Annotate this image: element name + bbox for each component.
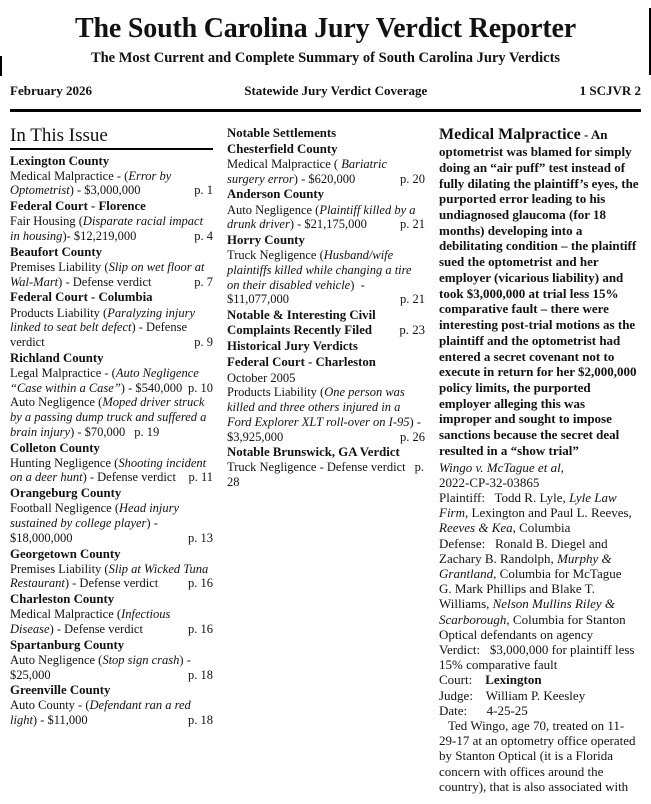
case-description-italic: One person was killed and three others injured in a Ford Explorer XLT roll-over on I-95 [227, 385, 410, 429]
toc-heading: In This Issue [10, 125, 213, 150]
entry-text: Columbia [515, 520, 571, 536]
toc-entry [10, 214, 213, 244]
entry-text: Products Liability ( [227, 385, 325, 400]
entry-text: ) - $3,925,000 [227, 414, 425, 444]
section-heading [227, 339, 425, 354]
entry-text: ) - $70,000 [70, 424, 126, 439]
page-ref: p. 21 [400, 292, 425, 307]
section-heading-text: Federal Court - Charleston [227, 355, 376, 370]
article-column [439, 125, 642, 794]
case-description-italic: Slip on wet floor at Wal-Mart [10, 259, 208, 289]
entry-text: , Columbia for McTague [493, 565, 622, 581]
section-heading [227, 126, 425, 141]
toc-entry [10, 306, 213, 350]
section-heading-text: Lexington County [10, 153, 110, 168]
section-heading-text: Greenville County [10, 683, 111, 698]
entry-text: ) - $21,175,000 [289, 217, 367, 232]
case-description-italic: Reeves & Kea, [439, 520, 516, 536]
toc-entry [227, 203, 425, 233]
page-ref: p. 7 [194, 274, 213, 289]
entry-text: Lexington and Paul L. Reeves, [468, 505, 636, 521]
case-description-italic: Slip at Wicked Tuna Restaurant [10, 561, 212, 591]
entry-text: ) - Defense verdict [82, 470, 176, 485]
case-description-italic: Bariatric surgery error [227, 156, 391, 186]
entry-text: ) - $25,000 [10, 652, 194, 682]
entry-text: Medical Malpractice - ( [10, 168, 129, 183]
page-ref: p. 18 [188, 713, 213, 728]
article-paragraph [439, 460, 639, 475]
section-heading-text: Georgetown County [10, 546, 121, 561]
entry-text: Premises Liability ( [10, 259, 109, 274]
article-lead-paragraph [439, 125, 642, 459]
toc-entry [227, 371, 425, 386]
entry-text: Court: [439, 672, 486, 688]
section-heading-text: Richland County [10, 350, 104, 365]
article-paragraph [439, 672, 639, 687]
case-description-italic: Moped driver struck by a passing dump truck and suffered a brain injury [10, 395, 210, 439]
page-ref: p. 18 [188, 667, 213, 682]
toc-entry [10, 562, 213, 592]
section-heading [10, 638, 213, 653]
toc-entries [10, 154, 213, 728]
article-paragraph [439, 688, 639, 703]
toc-entry [10, 501, 213, 545]
case-description-italic: Wingo v. McTague et al, [439, 459, 564, 475]
toc-entry [227, 385, 425, 444]
toc-entry [227, 460, 428, 490]
entry-text: - An optometrist was blamed for simply doing an “air puff” test instead of fully dilating the plaintiff’s eyes, the purported error leading to his undiagnosed glaucoma (for 18 months) developing into a debilitating condition – the plaintiff sued the optometrist and her employer (vicarious liability) and took $3,000,000 at trial less 15% comparative fault – there were interesting post-trial motions as the plaintiff and the optometrist had entered a secret covenant not to execute in return for her $2,000,000 policy limits, the purported employer alleging this was improper and sought to impose sanctions because the secret deal resulted in a “show trial” [439, 126, 642, 458]
case-description-italic: Plaintiff killed by a drunk driver [227, 202, 419, 232]
section-heading [227, 233, 425, 248]
page-ref: p. 16 [188, 621, 213, 636]
article-paragraph [439, 475, 639, 490]
page-ref: p. 4 [194, 229, 213, 244]
section-heading-text: Chesterfield County [227, 141, 338, 156]
section-heading [10, 683, 213, 698]
article-body [439, 125, 642, 794]
case-description-italic: Auto Negligence “Case within a Case” [10, 365, 202, 395]
section-heading-text: Beaufort County [10, 244, 103, 259]
case-description-italic: Infectious Disease [10, 607, 174, 636]
section-heading [10, 441, 213, 456]
case-description-italic: Error by Optometrist [10, 168, 175, 198]
case-description-italic: Defendant ran a red light [10, 698, 194, 728]
article-paragraph [439, 642, 639, 672]
section-heading [10, 199, 213, 214]
issue-date: February 2026 [10, 82, 92, 98]
section-heading-text: Notable Settlements [227, 125, 337, 140]
section-heading [10, 592, 213, 607]
newsletter-title: The South Carolina Jury Verdict Reporter [75, 13, 576, 44]
entry-text: Products Liability ( [10, 305, 108, 320]
entry-text: )- $12,219,000 [62, 229, 137, 244]
page-ref: p. 23 [399, 323, 425, 338]
case-description-italic: Lyle Law Firm, [439, 489, 620, 521]
page-ref: p. 10 [188, 380, 213, 395]
entry-text: Truck Negligence - Defense verdict [227, 460, 406, 475]
section-heading-text: Colleton County [10, 440, 100, 455]
entry-text: ) - Defense verdict [10, 320, 191, 350]
section-heading-text: Charleston County [10, 592, 115, 607]
toc-entry [10, 169, 213, 199]
article-paragraph [439, 581, 639, 642]
toc-column [10, 125, 213, 728]
masthead [0, 0, 651, 67]
entry-text: ) - Defense verdict [58, 274, 152, 289]
page-ref: p. 13 [188, 530, 213, 545]
case-description-italic: Shooting incident on a deer hunt [10, 455, 210, 485]
section-heading [10, 351, 213, 366]
article-paragraph [439, 536, 639, 582]
citation-number: 1 SCJVR 2 [579, 82, 641, 98]
entry-text: Lexington [485, 672, 542, 688]
entry-text: Judge: William P. Keesley [439, 687, 586, 703]
entry-text: ) - $620,000 [293, 171, 356, 186]
entry-text: Auto County - ( [10, 698, 90, 713]
entry-text: Auto Negligence ( [10, 652, 103, 667]
case-description-italic: Disparate racial impact in housing [10, 214, 207, 244]
entry-text: Medical Malpractice ( [227, 156, 342, 171]
toc-entry [10, 260, 213, 290]
case-description-italic: Paralyzing injury linked to seat belt defect [10, 305, 199, 335]
entry-text: Defense: Ronald B. Diegel and Zachary B. Randolph, [439, 535, 611, 566]
section-heading-text: Spartanburg County [10, 637, 125, 652]
entry-text: Hunting Negligence ( [10, 455, 119, 470]
toc-entry [10, 653, 213, 683]
section-heading-text: Notable Brunswick, GA Verdict [227, 445, 400, 460]
section-heading-text: Federal Court - Florence [10, 199, 146, 214]
article-paragraph [439, 490, 639, 536]
entry-text: Medical Malpractice [439, 125, 581, 143]
section-heading [227, 445, 425, 460]
entry-text: ) - $540,000 [120, 380, 183, 395]
entry-text: , Columbia for Stanton Optical defendants on agency [439, 611, 629, 642]
entry-text: ) - Defense verdict [64, 576, 159, 591]
coverage-label: Statewide Jury Verdict Coverage [244, 82, 428, 98]
section-heading-text: Orangeburg County [10, 486, 122, 501]
entry-text: Medical Malpractice ( [10, 607, 122, 622]
section-heading [227, 142, 425, 157]
toc-entry [10, 607, 213, 637]
toc-entry [10, 698, 213, 728]
toc-entry [227, 157, 425, 187]
case-description-italic: Nelson Mullins Riley & Scarborough [439, 596, 619, 627]
section-heading-text: Historical Jury Verdicts [227, 339, 358, 354]
entry-text: Plaintiff: Todd R. Lyle, [439, 489, 570, 505]
section-heading [227, 355, 425, 370]
entry-text: Football Negligence ( [10, 501, 119, 516]
page-ref: p. 9 [194, 335, 213, 350]
entry-text: Verdict: $3,000,000 for plaintiff less 15% comparative fault [439, 641, 638, 673]
case-description-italic: Stop sign crash [102, 652, 180, 667]
page-ref: p. 20 [400, 171, 425, 186]
case-description-italic: Husband/wife plaintiffs killed while changing a tire on their disabled vehicle [227, 248, 415, 292]
section-heading [10, 547, 213, 562]
section-heading-text: Anderson County [227, 187, 325, 202]
toc-entry [10, 366, 213, 396]
page-ref: p. 11 [188, 470, 213, 485]
toc-entry [227, 248, 425, 307]
article-paragraph [439, 703, 639, 718]
entry-text: Premises Liability ( [10, 561, 109, 576]
section-heading [10, 486, 213, 501]
entry-text: October 2005 [227, 370, 296, 385]
section-heading-text: Horry County [227, 233, 305, 248]
section-heading [10, 154, 213, 169]
entry-text: 2022-CP-32-03865 [439, 474, 540, 490]
entry-text: Auto Negligence ( [10, 395, 103, 410]
article-paragraph [439, 718, 639, 794]
entry-text: G. Mark Phillips and Blake T. Williams, [439, 581, 598, 612]
section-heading [10, 290, 213, 305]
section-heading [227, 308, 425, 338]
case-description-italic: Head injury sustained by college player [10, 501, 183, 531]
entry-text: ) - Defense verdict [49, 621, 143, 636]
section-heading-text: Notable & Interesting Civil Complaints Recently Filed [227, 308, 376, 338]
page-ref: p. 21 [400, 217, 425, 232]
entry-text: ) - $11,000 [32, 713, 88, 728]
entry-text: Legal Malpractice - ( [10, 365, 116, 380]
page-ref: p. 1 [194, 183, 213, 198]
page-ref: p. 19 [134, 424, 160, 439]
newsletter-subtitle: The Most Current and Complete Summary of South Carolina Jury Verdicts [90, 49, 561, 66]
dateline-bar [0, 83, 651, 99]
entry-text: Date: 4-25-25 [439, 702, 528, 718]
entry-text: ) - $11,077,000 [227, 277, 368, 307]
toc-entry [10, 395, 213, 439]
settlements-entries [227, 125, 428, 490]
page-ref: p. 26 [400, 429, 425, 444]
entry-text: Auto Negligence ( [227, 202, 320, 217]
page-ref: p. 28 [227, 460, 428, 490]
entry-text: Fair Housing ( [10, 214, 83, 229]
entry-text: Truck Negligence ( [227, 248, 324, 263]
entry-text: ) - $3,000,000 [69, 183, 141, 198]
page-border-fragment-left [0, 56, 2, 76]
columns [0, 112, 651, 794]
case-description-italic: Murphy & Grantland [439, 550, 615, 581]
section-heading [10, 245, 213, 260]
section-heading-text: Federal Court - Columbia [10, 290, 153, 305]
entry-text: ) - $18,000,000 [10, 516, 161, 545]
page-ref: p. 16 [188, 576, 213, 591]
toc-entry [10, 456, 213, 486]
settlements-column [227, 125, 428, 490]
section-heading [227, 187, 425, 202]
entry-text: Ted Wingo, age 70, treated on 11-29-17 at an optometry office operated by Stanton Optical (it is a Florida concern with offices around the country), that is also associated with [439, 717, 639, 794]
